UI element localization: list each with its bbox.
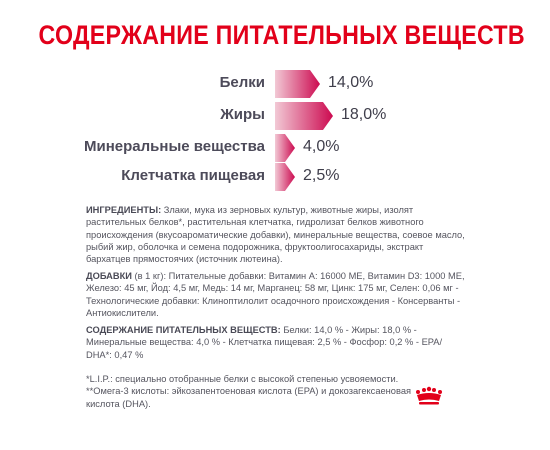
- nutrient-bar: [275, 70, 320, 98]
- nutrient-label: Клетчатка пищевая: [121, 167, 265, 184]
- footnote-lip: *L.I.P.: специально отобранные белки с высокой степенью усвояемости.: [86, 374, 399, 384]
- additives-text: : Питательные добавки: Витамин A: 16000 МЕ, Витамин D3: 1000 МЕ, Железо: 45 мг, Йод: 4,5 мг, Медь: 14 мг, Марганец: 58 мг, Цинк: 175 мг, Селен: 0,06 мг - Технологические добавки: Клиноптилолит осадочного происхождения - Консерванты - Антиокислители.: [86, 271, 465, 318]
- page-title: СОДЕРЖАНИЕ ПИТАТЕЛЬНЫХ ВЕЩЕСТВ: [38, 20, 525, 50]
- nutrient-value: 2,5%: [303, 167, 340, 184]
- additives-subheading: (в 1 кг): [131, 271, 164, 281]
- ingredients-block: [86, 204, 466, 265]
- nutrient-row: [0, 134, 550, 164]
- ingredients-heading: ИНГРЕДИЕНТЫ:: [86, 205, 162, 215]
- ingredients-text: Злаки, мука из зерновых культур, животные жиры, изолят растительных белков*, растительная клетчатка, гидролизат белков животного происхождения (вкусоароматические добавки), минеральные вещества, соевое масло, рыбий жир, оболочка и семена подорожника, фруктоолигосахариды, экстракт бархатцев прямостоячих (источник лютеина).: [86, 205, 465, 265]
- additives-block: [86, 270, 466, 319]
- nutrition-text: Белки: 14,0 % - Жиры: 18,0 % - Минеральные вещества: 4,0 % - Клетчатка пищевая: 2,5 % - Фосфор: 0,2 % - EPA/ DHA*: 0,47 %: [86, 325, 443, 360]
- nutrient-row: [0, 102, 550, 132]
- nutrition-heading: СОДЕРЖАНИЕ ПИТАТЕЛЬНЫХ ВЕЩЕСТВ:: [86, 325, 281, 335]
- footnote-omega: **Омега-3 кислоты: эйкозапентоеновая кислота (EPA) и докозагексаеновая кислота (DHA).: [86, 386, 412, 409]
- nutrient-label: Минеральные вещества: [84, 138, 265, 155]
- additives-heading: ДОБАВКИ: [86, 271, 132, 281]
- footnotes-block: [86, 373, 416, 410]
- nutrient-value: 18,0%: [341, 106, 387, 123]
- nutrient-bar: [275, 134, 295, 162]
- nutrient-bar: [275, 102, 333, 130]
- nutrition-block: [86, 324, 466, 361]
- royal-crown-icon: [414, 386, 444, 406]
- nutrient-row: [0, 163, 550, 193]
- nutrient-value: 14,0%: [328, 74, 374, 91]
- nutrient-label: Белки: [219, 74, 265, 91]
- nutrient-row: [0, 70, 550, 100]
- nutrient-value: 4,0%: [303, 138, 340, 155]
- nutrient-bar: [275, 163, 295, 191]
- nutrient-label: Жиры: [220, 106, 265, 123]
